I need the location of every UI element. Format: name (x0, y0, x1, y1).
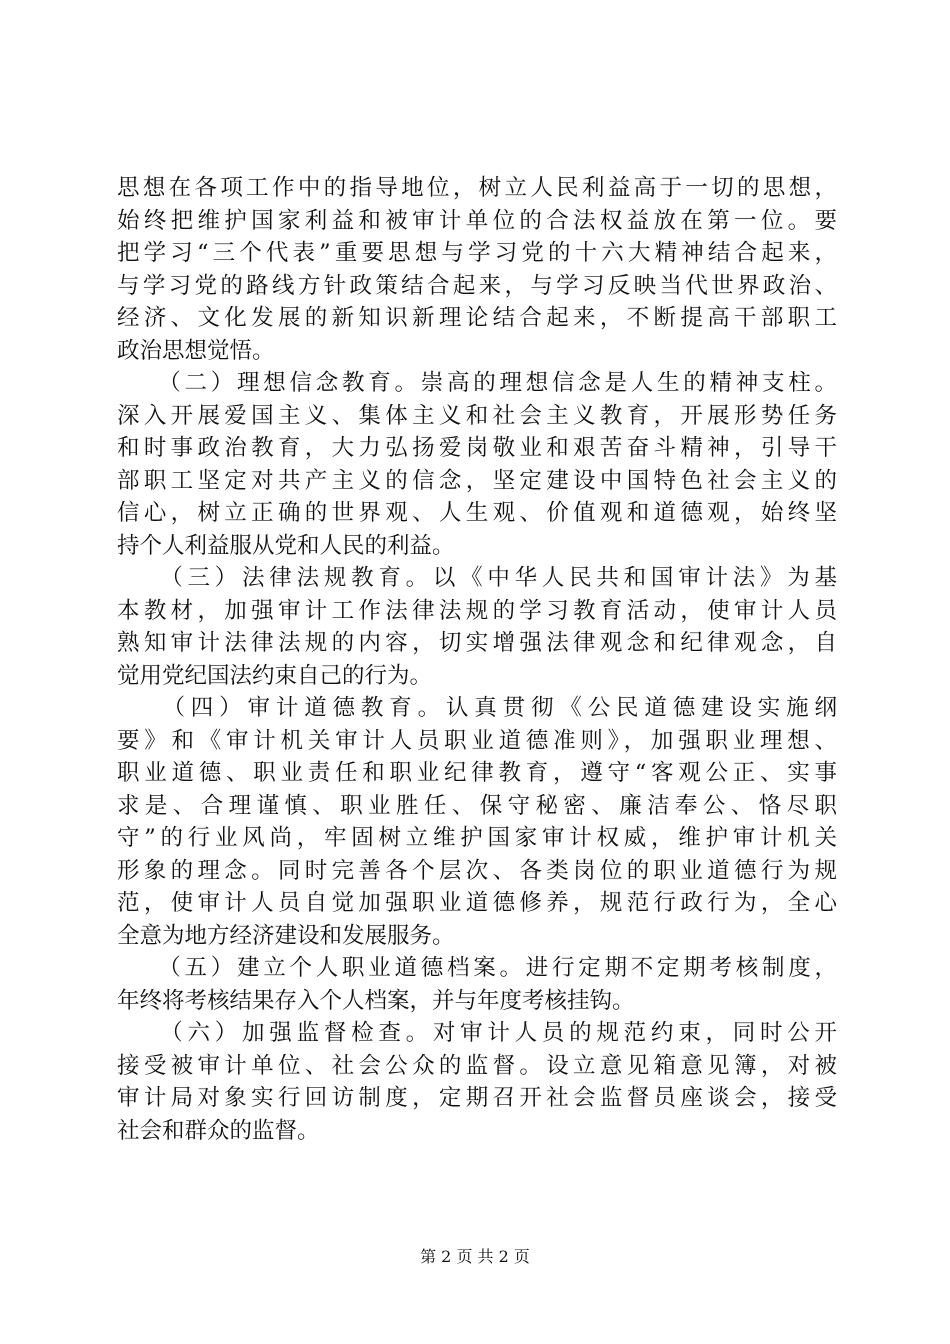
page-footer: 第 2 页 共 2 页 (420, 1247, 530, 1266)
text-line: 觉用党纪国法约束自己的行为。 (117, 662, 433, 689)
text-line: （二）理想信念教育。崇高的理想信念是人生的精神支柱。 (117, 370, 837, 396)
text-line: （四）审计道德教育。认真贯彻《公民道德建设实施纲 (117, 695, 837, 721)
text-line: 政治思想觉悟。 (117, 337, 275, 364)
text-line: （六）加强监督检查。对审计人员的规范约束，同时公开 (117, 1020, 837, 1046)
text-line: 范，使审计人员自觉加强职业道德修养，规范行政行为，全心 (117, 890, 837, 916)
text-line: 社会和群众的监督。 (117, 1117, 320, 1144)
text-line: 经济、文化发展的新知识新理论结合起来，不断提高干部职工 (117, 305, 837, 331)
text-line: 形象的理念。同时完善各个层次、各类岗位的职业道德行为规 (117, 857, 837, 884)
text-line: 持个人利益服从党和人民的利益。 (117, 532, 455, 559)
text-line: 要》和《审计机关审计人员职业道德准则》，加强职业理想、 (117, 727, 837, 754)
body-text (117, 172, 837, 1147)
text-line: 部职工坚定对共产主义的信念，坚定建设中国特色社会主义的 (117, 467, 837, 494)
text-line: 年终将考核结果存入个人档案，并与年度考核挂钩。 (117, 987, 635, 1014)
text-line: 与学习党的路线方针政策结合起来，与学习反映当代世界政治、 (117, 272, 837, 299)
text-line: 守”的行业风尚，牢固树立维护国家审计权威，维护审计机关 (117, 825, 837, 851)
text-line: 审计局对象实行回访制度，定期召开社会监督员座谈会，接受 (117, 1085, 837, 1111)
text-line: 求是、合理谨慎、职业胜任、保守秘密、廉洁奉公、恪尽职 (117, 792, 837, 819)
text-line: （三）法律法规教育。以《中华人民共和国审计法》为基 (117, 565, 837, 591)
text-line: 熟知审计法律法规的内容，切实增强法律观念和纪律观念，自 (117, 630, 837, 656)
text-line: 全意为地方经济建设和发展服务。 (117, 922, 455, 949)
text-line: 职业道德、职业责任和职业纪律教育，遵守“客观公正、实事 (117, 760, 837, 786)
text-line: 接受被审计单位、社会公众的监督。设立意见箱意见簿，对被 (117, 1052, 837, 1079)
text-line: 和时事政治教育，大力弘扬爱岗敬业和艰苦奋斗精神，引导干 (117, 435, 837, 461)
text-line: 把学习“三个代表”重要思想与学习党的十六大精神结合起来， (117, 240, 837, 266)
text-line: 信心，树立正确的世界观、人生观、价值观和道德观，始终坚 (117, 500, 837, 526)
text-line: 本教材，加强审计工作法律法规的学习教育活动，使审计人员 (117, 597, 837, 624)
text-line: 思想在各项工作中的指导地位，树立人民利益高于一切的思想， (117, 175, 837, 201)
text-line: 深入开展爱国主义、集体主义和社会主义教育，开展形势任务 (117, 402, 837, 429)
text-line: 始终把维护国家利益和被审计单位的合法权益放在第一位。要 (117, 207, 837, 234)
text-line: （五）建立个人职业道德档案。进行定期不定期考核制度， (117, 955, 837, 981)
